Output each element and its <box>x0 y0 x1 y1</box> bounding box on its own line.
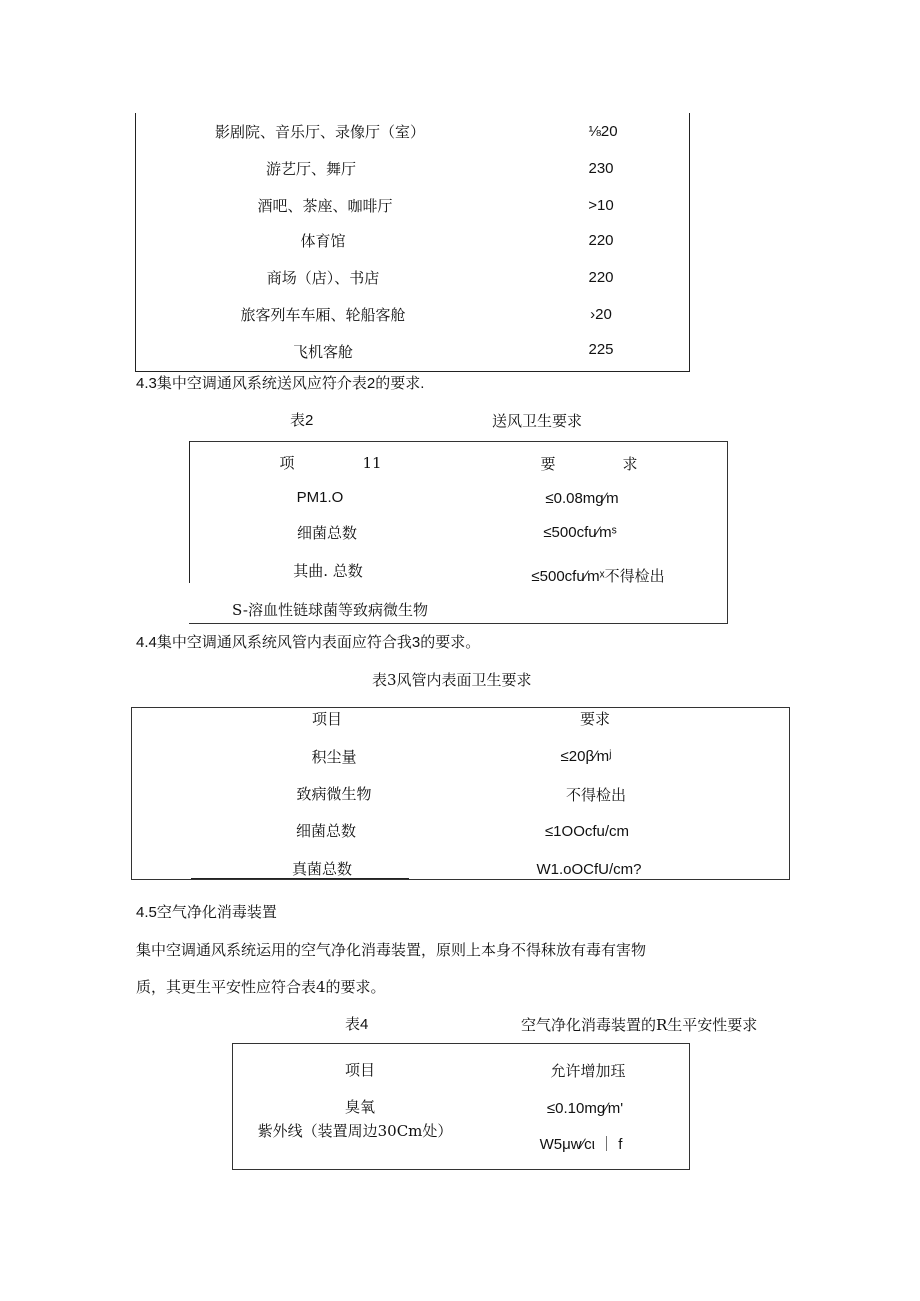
table2-left-border <box>189 441 190 583</box>
table1-value: ›20 <box>590 306 612 323</box>
table1-place: 酒吧、茶座、咖啡厅 <box>257 197 393 215</box>
table4-item: 紫外线（装置周边30Cm处） <box>257 1122 453 1140</box>
table1-right-border <box>689 113 690 372</box>
table1-place: 飞机客舱 <box>292 343 354 361</box>
table1-left-border <box>135 113 136 372</box>
table2-header-req: 要 <box>540 455 556 473</box>
table2-item: 其曲. 总数 <box>293 562 363 580</box>
table2-req: ≤0.08mg∕m <box>545 490 619 507</box>
table3-req: ≤1OOcfu/cm <box>544 823 630 840</box>
table3-req: W1.oOCfU/cm? <box>536 861 642 878</box>
table1-place: 体育馆 <box>300 232 346 250</box>
table1-place: 游艺厅、舞厅 <box>265 160 357 178</box>
table2-header-item: 项 <box>279 454 295 472</box>
table3-req: 不得检出 <box>565 786 627 804</box>
paragraph-line-2: 质，其更生平安性应符合表4的要求。 <box>136 978 386 996</box>
table1-place: 影剧院、音乐厅、录像厅（室） <box>214 123 426 141</box>
table2-req: ≤500cfu∕mˣ不得检出 <box>531 568 665 585</box>
table3-item: 细菌总数 <box>295 822 357 840</box>
table1-value: >10 <box>588 197 614 214</box>
table4-title: 空气净化消毒装置的R生平安性要求 <box>521 1016 758 1034</box>
table2 <box>189 441 728 624</box>
table1-value: 230 <box>588 160 614 177</box>
table3 <box>131 707 790 880</box>
table2-last-item: S-溶血性链球菌等致病微生物 <box>232 601 428 619</box>
table1-value: ⅛20 <box>588 123 618 140</box>
table3-item: 致病微生物 <box>296 785 372 803</box>
table2-req: ≤500cfu∕mˢ <box>543 524 617 541</box>
table1-bottom-border <box>135 371 690 372</box>
table1-value: 225 <box>588 341 614 358</box>
table2-label: 表2 <box>290 412 314 429</box>
table1-place: 旅客列车车厢、轮船客舱 <box>240 306 406 324</box>
table2-title: 送风卫生要求 <box>492 412 583 430</box>
table3-row-rule <box>191 878 409 879</box>
table3-header-req: 要求 <box>579 710 611 728</box>
table1-value: 220 <box>588 269 614 286</box>
table1-place: 商场（店）、书店 <box>266 269 380 287</box>
table4-req: ≤0.10mg∕m' <box>546 1100 624 1117</box>
table3-req: ≤20β∕mʲ <box>560 748 612 765</box>
table3-header-item: 项目 <box>311 710 343 728</box>
table3-item: 真菌总数 <box>291 860 353 878</box>
section-4-4-text: 4.4集中空调通风系统风管内表面应符合我3的要求。 <box>136 634 481 651</box>
table2-header-req: 求 <box>622 455 638 473</box>
table2-item: PM1.O <box>296 489 344 506</box>
table2-item: 细菌总数 <box>296 524 358 542</box>
table4-header-req: 允许增加珏 <box>550 1062 626 1080</box>
table3-title: 表3风管内表面卫生要求 <box>372 671 532 689</box>
section-4-5-heading: 4.5空气净化消毒装置 <box>136 904 277 921</box>
table1-value: 220 <box>588 232 614 249</box>
paragraph-line-1: 集中空调通风系统运用的空气净化消毒装置，原则上本身不得秣放有毒有害物 <box>136 941 647 959</box>
table3-item: 积尘量 <box>311 748 357 766</box>
table4-item: 臭氧 <box>344 1098 376 1116</box>
section-4-3-text: 4.3集中空调通风系统送风应符介表2的要求. <box>136 375 425 392</box>
table4-label: 表4 <box>345 1016 369 1033</box>
table4-header-item: 项目 <box>344 1061 376 1079</box>
table2-header-item-suffix: 11 <box>362 454 382 472</box>
table4-req: W5μw∕cι ｜ f <box>539 1136 623 1153</box>
